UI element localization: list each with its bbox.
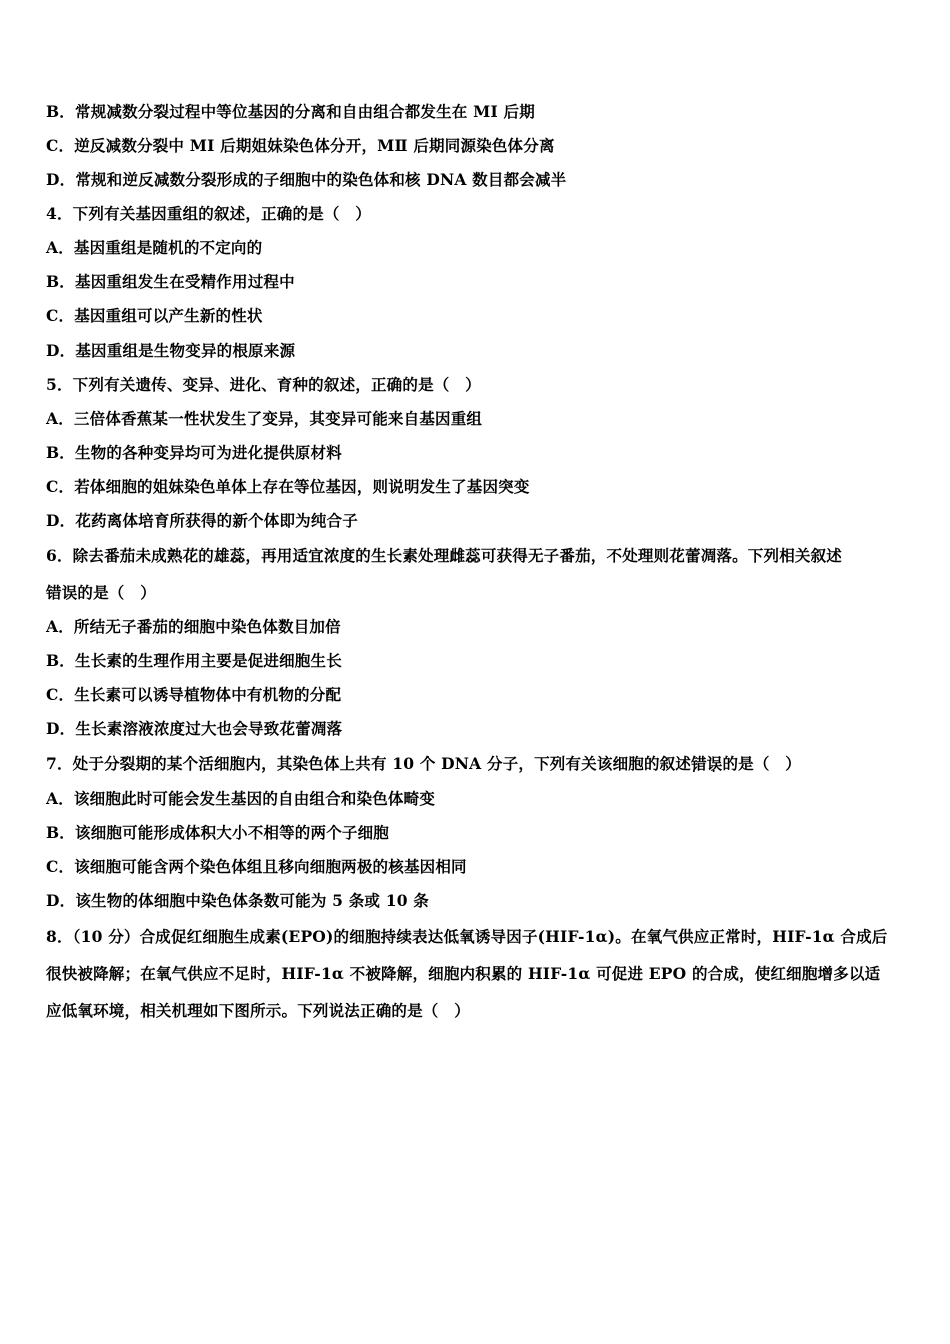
q5-stem: 5．下列有关遗传、变异、进化、育种的叙述，正确的是（ ）	[46, 375, 481, 394]
q7-option-d: D．该生物的体细胞中染色体条数可能为 5 条或 10 条	[46, 891, 429, 910]
q4-option-b: B．基因重组发生在受精作用过程中	[46, 272, 295, 291]
q7-stem-emphasis: 错误 · ·	[691, 754, 722, 773]
q3-option-b: B．常规减数分裂过程中等位基因的分离和自由组合都发生在 MⅠ 后期	[46, 102, 535, 121]
q6-option-d: D．生长素溶液浓度过大也会导致花蕾凋落	[46, 719, 343, 738]
q7-stem-text: 7．处于分裂期的某个活细胞内，其染色体上共有 10 个 DNA 分子，下列有关该细胞的叙述	[46, 754, 692, 773]
q5-option-b: B．生物的各种变异均可为进化提供原材料	[46, 443, 342, 462]
q4-option-a: A．基因重组是随机的不定向的	[46, 238, 263, 257]
q3-option-c: C．逆反减数分裂中 MⅠ 后期姐妹染色体分开，MⅡ 后期同源染色体分离	[46, 136, 555, 155]
q4-option-d: D．基因重组是生物变异的根原来源	[46, 341, 296, 360]
q4-stem: 4．下列有关基因重组的叙述，正确的是（ ）	[46, 204, 371, 223]
q5-option-c: C．若体细胞的姐妹染色单体上存在等位基因，则说明发生了基因突变	[46, 477, 530, 496]
q5-option-a: A．三倍体香蕉某一性状发生了变异，其变异可能来自基因重组	[46, 409, 483, 428]
q6-stem-line-2: 错误的是（ ）	[46, 583, 156, 602]
q7-option-a: A．该细胞此时可能会发生基因的自由组合和染色体畸变	[46, 789, 436, 808]
q6-option-b: B．生长素的生理作用主要是促进细胞生长	[46, 651, 342, 670]
q8-stem-line-3: 应低氧环境，相关机理如下图所示。下列说法正确的是（ ）	[46, 1001, 470, 1020]
q8-stem-line-1: 8．（10 分）合成促红细胞生成素(EPO)的细胞持续表达低氧诱导因子(HIF-1α)。在氧气供应正常时，HIF-1α 合成后	[46, 927, 888, 946]
q5-option-d: D．花药离体培育所获得的新个体即为纯合子	[46, 511, 358, 530]
q7-stem-tail: 的是（ ）	[722, 754, 801, 773]
q6-option-c: C．生长素可以诱导植物体中有机物的分配	[46, 685, 342, 704]
q7-option-c: C．该细胞可能含两个染色体组且移向细胞两极的核基因相同	[46, 857, 467, 876]
q7-option-b: B．该细胞可能形成体积大小不相等的两个子细胞	[46, 823, 390, 842]
q3-option-d: D．常规和逆反减数分裂形成的子细胞中的染色体和核 DNA 数目都会减半	[46, 170, 567, 189]
q6-stem-line-1: 6．除去番茄未成熟花的雄蕊，再用适宜浓度的生长素处理雌蕊可获得无子番茄，不处理则花蕾凋落。下列相关叙述	[46, 546, 842, 565]
q4-option-c: C．基因重组可以产生新的性状	[46, 306, 263, 325]
q8-stem-line-2: 很快被降解；在氧气供应不足时，HIF-1α 不被降解，细胞内积累的 HIF-1α 可促进 EPO 的合成，使红细胞增多以适	[46, 964, 881, 983]
q7-stem	[46, 754, 906, 774]
q6-option-a: A．所结无子番茄的细胞中染色体数目加倍	[46, 617, 341, 636]
